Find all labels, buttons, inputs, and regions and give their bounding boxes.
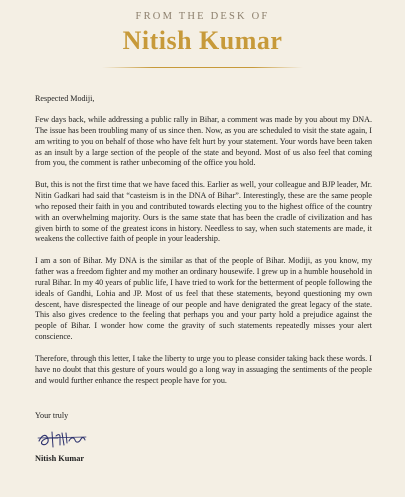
letter-body <box>35 94 372 398</box>
letterhead-pretitle: FROM THE DESK OF <box>135 11 270 22</box>
letterhead-name: Nitish Kumar <box>122 26 283 55</box>
paragraph-3: I am a son of Bihar. My DNA is the similar as that of the people of Bihar. Modiji, as you know, my father was a freedom fighter and my mother an ordinary housewife. I grew up in a humble household in rural Bihar. In my 40 years of public life, I have tried to work for the betterment of people following the ideals of Gandhi, Lohia and JP. Most of us feel that these statements, beyond questioning my own descent, have disrespected the lineage of our people and have denigrated the great legacy of the state. This also gives credence to the feeling that perhaps you and your party hold a prejudice against the people of Bihar. I wonder how come the gravity of such statements repeatedly misses your alert conscience. <box>35 256 372 342</box>
paragraph-1: Few days back, while addressing a public rally in Bihar, a comment was made by you about my DNA. The issue has been troubling many of us since then. Now, as you are scheduled to visit the state again, I am writing to you on behalf of those who have felt hurt by your statement. Your words have been taken as an insult by a large section of the people of the state and beyond. Most of us also feel that coming from you, the comment is rather unbecoming of the office you hold. <box>35 115 372 168</box>
handwritten-signature <box>36 427 106 451</box>
salutation: Respected Modiji, <box>35 94 95 103</box>
letterhead-divider <box>102 67 303 68</box>
signer-name: Nitish Kumar <box>35 454 85 463</box>
closing: Your truly <box>35 411 69 420</box>
letterhead <box>0 11 405 56</box>
paragraph-2: But, this is not the first time that we have faced this. Earlier as well, your colleague and BJP leader, Mr. Nitin Gadkari had said that “casteism is in the DNA of Bihar”. Interestingly, these are the same people who reposed their faith in you and contributed towards electing you to the highest office of the country with an overwhelming majority. Ours is the same state that has been the cradle of civilization and has given birth to some of the greatest icons in history. Needless to say, when such statements are made, it weakens the collective faith of people in your leadership. <box>35 180 372 244</box>
paragraph-4: Therefore, through this letter, I take the liberty to urge you to please consider taking back these words. I have no doubt that this gesture of yours would go a long way in assuaging the sentiments of the people and would further enhance the respect people have for you. <box>35 354 372 385</box>
